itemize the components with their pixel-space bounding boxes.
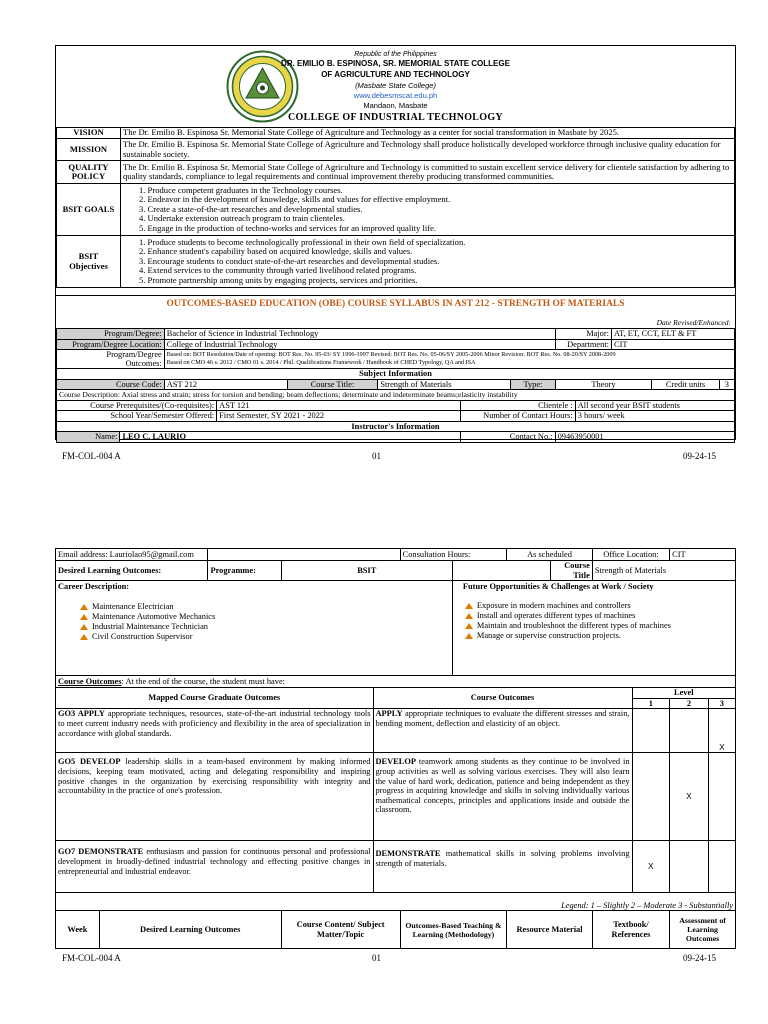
date-revised-label: Date Revised/Enhanced: <box>656 318 731 327</box>
page1-date: 09-24-15 <box>683 451 716 461</box>
career-item: Industrial Maintenance Technician <box>76 622 450 632</box>
program-location-value: College of Industrial Technology <box>164 339 555 350</box>
course-type-label: Type: <box>511 379 555 390</box>
subject-info-header <box>57 369 735 380</box>
program-subject-table <box>56 328 735 443</box>
major-value: AT, ET, CCT, ELT & FT <box>611 329 734 340</box>
course-outcome-keyword: DEMONSTRATE <box>375 849 441 859</box>
clientele-label: Clientele : <box>460 400 575 411</box>
future-opportunities <box>452 581 735 676</box>
goal-item: 3. Create a state-of-the-art researches and developmental studies. <box>138 203 363 214</box>
course-title-value-2: Strength of Materials <box>592 561 735 581</box>
contact-hours-value: 3 hours/ week <box>575 411 734 422</box>
mission-row <box>57 139 735 161</box>
syllabus-page-1 <box>55 45 736 440</box>
email-value[interactable]: Lauriolao95@gmail.com <box>109 549 194 559</box>
email-row <box>56 549 736 561</box>
level-header: Level <box>632 688 735 699</box>
syllabus-title: OUTCOMES-BASED EDUCATION (OBE) COURSE SYLLABUS IN AST 212 - STRENGTH OF MATERIALS <box>166 299 625 309</box>
course-description <box>57 390 735 401</box>
objectives-row <box>57 236 735 288</box>
email-label: Email address: <box>58 549 108 559</box>
program-degree-label: Program/Degree: <box>57 329 165 340</box>
goal-item: 5. Engage in the production of techno-works and services for an improved quality life. <box>138 222 437 233</box>
instructor-name-value: LEO C. LAURIO <box>120 432 460 443</box>
course-outcome <box>373 753 632 841</box>
course-outcome-text: teamwork among students as they continue to be involved in group activities as well as solving various exercises. They will also learn the value of hard work, dedication, patience and being independent as they progress in acquiring knowledge and skills in solving individually various mathematical concepts, principles and applications inside and outside the classroom. <box>375 757 630 815</box>
level-1-mark <box>632 753 670 841</box>
school-year-value: First Semester, SY 2021 - 2022 <box>217 411 461 422</box>
prerequisite-value: AST 121 <box>217 400 461 411</box>
department-value: CIT <box>611 339 734 350</box>
goal-item: 2. Endeavor in the development of knowledge, skills and values for effective employment. <box>138 194 451 205</box>
learning-plan-header-row <box>56 911 736 949</box>
mission-text: The Dr. Emilio B. Espinosa Sr. Memorial State College of Agriculture and Technology shall produce holistically developed workforce through inclusive quality education for sustainable society. <box>120 139 734 161</box>
career-item: Civil Construction Supervisor <box>76 632 450 642</box>
program-location-label: Program/Degree Location: <box>57 339 165 350</box>
course-outcome <box>373 841 632 893</box>
college-alias: (Masbate State College) <box>355 81 436 90</box>
course-type-value: Theory <box>555 379 652 390</box>
future-item: Install and operates different types of machines <box>461 611 733 621</box>
objectives-label-line2: Objectives <box>69 260 108 271</box>
goals-list <box>120 184 734 236</box>
syllabus-title-block <box>56 295 735 329</box>
resource-header: Resource Material <box>507 911 593 949</box>
clientele-value: All second year BSIT students <box>575 400 734 411</box>
objective-item: 5. Promote partnership among units by engaging projects, services and priorities. <box>138 274 418 285</box>
college-header <box>56 46 735 128</box>
email-spacer <box>208 549 400 561</box>
graduate-outcome <box>56 709 374 753</box>
future-item: Maintain and troubleshoot the different types of machines <box>461 621 733 631</box>
program-outcomes-label-line1: Program/Degree <box>106 350 162 359</box>
contact-hours-label: Number of Contact Hours: <box>460 411 575 422</box>
career-item: Maintenance Automotive Mechanics <box>76 612 450 622</box>
subject-info-label: Subject Information <box>57 369 735 380</box>
programme-value: BSIT <box>281 561 452 581</box>
quality-label <box>57 161 121 184</box>
objective-item: 4. Extend services to the community through varied livelihood related programs. <box>138 265 417 276</box>
school-year-row <box>57 411 735 422</box>
objectives-list <box>120 236 734 288</box>
contact-number-label: Contact No.: <box>460 432 555 443</box>
mission-label: MISSION <box>57 139 121 161</box>
outcomes-header-row <box>56 688 736 699</box>
page2-form-number: FM-COL-004 A <box>62 953 121 963</box>
major-label: Major: <box>555 329 611 340</box>
objective-item: 1. Produce students to become technologically professional in their own field of specialization. <box>138 236 466 247</box>
future-list <box>461 601 733 641</box>
quality-label-line2: POLICY <box>71 171 106 181</box>
graduate-outcome <box>56 841 374 893</box>
level-2-header: 2 <box>670 698 709 709</box>
course-outcomes-intro <box>56 676 736 688</box>
graduate-outcome-text: leadership skills in a team-based environment by making informed decisions, keeping team motivated, acting and delegating responsibility and inspiring positive changes in the organization by exercising responsibility with integrity and accountability in the practice of one's profession. <box>58 757 371 796</box>
course-title-label-2: Course Title <box>551 561 593 581</box>
vmgo-table <box>56 127 735 288</box>
objectives-label <box>57 236 121 288</box>
level-2-mark: X <box>670 753 709 841</box>
syllabus-page-2 <box>55 548 736 949</box>
graduate-outcome <box>56 753 374 841</box>
consultation-label: Consultation Hours: <box>400 549 507 561</box>
prerequisite-row <box>57 400 735 411</box>
course-title-label: Course Title: <box>287 379 378 390</box>
republic-text: Republic of the Philippines <box>354 51 437 58</box>
graduate-outcome-keyword: GO5 DEVELOP <box>58 757 121 767</box>
program-outcomes-label-line2: Outcomes: <box>125 359 162 368</box>
objective-item: 3. Encourage students to conduct state-of-the-art researches and developmental studies. <box>138 255 440 266</box>
prerequisite-label: Course Prerequisites/(Co-requisites): <box>57 400 217 411</box>
mapped-outcomes-header: Mapped Course Graduate Outcomes <box>56 688 374 709</box>
page1-form-number: FM-COL-004 A <box>62 451 121 461</box>
program-outcomes-label <box>57 350 165 369</box>
goal-item: 4. Undertake extension outreach program to train clienteles. <box>138 213 345 224</box>
goal-item: 1. Produce competent graduates in the Technology courses. <box>138 184 343 195</box>
contact-number-value: 09463950001 <box>555 432 734 443</box>
course-description-row <box>57 390 735 401</box>
level-2-mark <box>670 841 709 893</box>
credit-units-label: Credit units <box>652 379 719 390</box>
course-code-row <box>57 379 735 390</box>
level-3-mark <box>708 841 735 893</box>
vision-row <box>57 128 735 139</box>
instructor-info-header <box>57 421 735 432</box>
college-name-line2: OF AGRICULTURE AND TECHNOLOGY <box>321 70 470 79</box>
outcome-row <box>56 753 736 841</box>
course-outcome-keyword: DEVELOP <box>375 757 416 767</box>
course-description-label: Course Description: <box>59 390 120 399</box>
department-label: Department: <box>555 339 611 350</box>
page1-revision: 01 <box>372 451 381 461</box>
course-description-value: Axial stress and strain; stress for torsion and bending; beam deflections; determinate and indeterminate beams;elasticity instability <box>121 390 518 399</box>
level-1-mark <box>632 709 670 753</box>
dlo-header: Desired Learning Outcomes <box>99 911 281 949</box>
instructor-name-row <box>57 432 735 443</box>
goals-row <box>57 184 735 236</box>
dlo-label: Desired Learning Outcomes: <box>56 561 208 581</box>
course-outcomes-intro-row <box>56 676 736 688</box>
level-3-header: 3 <box>708 698 735 709</box>
course-outcomes-header: Course Outcomes <box>373 688 632 709</box>
career-row <box>56 581 736 676</box>
credit-units-value: 3 <box>719 379 734 390</box>
instructor-info-label: Instructor's Information <box>57 421 735 432</box>
textbook-header: Textbook/ References <box>592 911 669 949</box>
course-outcome-text: mathematical skills in solving problems involving strength of materials. <box>375 849 630 868</box>
course-title-value: Strength of Materials <box>378 379 511 390</box>
week-header: Week <box>56 911 100 949</box>
future-item: Manage or supervise construction projects. <box>461 631 733 641</box>
college-website-link[interactable]: www.debesmscat.edu.ph <box>353 91 438 100</box>
page2-revision: 01 <box>372 953 381 963</box>
assessment-header: Assessment of Learning Outcomes <box>670 911 736 949</box>
school-year-label: School Year/Semester Offered: <box>57 411 217 422</box>
program-degree-value: Bachelor of Science in Industrial Technology <box>164 329 555 340</box>
page2-date: 09-24-15 <box>683 953 716 963</box>
goals-label: BSIT GOALS <box>57 184 121 236</box>
objectives-label-line1: BSIT <box>78 251 99 261</box>
office-location-value: CIT <box>670 549 736 561</box>
college-name: DR. EMILIO B. ESPINOSA, SR. MEMORIAL STATE COLLEGE <box>281 59 510 68</box>
level-legend: Legend: 1 – Slightly 2 – Moderate 3 - Substantially <box>56 893 736 911</box>
quality-row <box>57 161 735 184</box>
program-degree-row <box>57 329 735 340</box>
content-header: Course Content/ Subject Matter/Topic <box>281 911 400 949</box>
dlo-spacer <box>452 561 550 581</box>
career-item: Maintenance Electrician <box>76 602 450 612</box>
basis-line-1: Based on: BOT Resolution/Date of opening: BOT Res. No. 95-03/ SY 1996-1997 Revised: BOT Res. No. 05-06/SY 2005-2006 Minor Revision: BOT Res. No. 08-20/SY 2008-2009 <box>166 351 616 358</box>
office-location-label: Office Location: <box>592 549 669 561</box>
future-item: Exposure in modern machines and controllers <box>461 601 733 611</box>
level-3-mark <box>708 753 735 841</box>
career-description <box>56 581 453 676</box>
future-label: Future Opportunities & Challenges at Work / Society <box>462 582 654 592</box>
program-outcomes-row <box>57 350 735 369</box>
graduate-outcome-text: enthusiasm and passion for continuous personal and professional development in broadly-defined industrial technology and effecting positive changes in entrepreneurial and industrial endeavor. <box>58 847 371 876</box>
quality-text: The Dr. Emilio B. Espinosa Sr. Memorial State College of Agriculture and Technology is committed to sustain excellent service delivery for clientele satisfaction by adhering to quality standards, compliance to legal requirements and continual improvement thereby producing transformed communities. <box>120 161 734 184</box>
course-code-value: AST 212 <box>164 379 287 390</box>
dlo-row <box>56 561 736 581</box>
email-field <box>56 549 208 561</box>
outcome-row <box>56 841 736 893</box>
consultation-value: As scheduled <box>507 549 593 561</box>
department-title: COLLEGE OF INDUSTRIAL TECHNOLOGY <box>288 112 503 123</box>
program-location-row <box>57 339 735 350</box>
college-address: Mandaon, Masbate <box>363 101 428 110</box>
vision-label: VISION <box>57 128 121 139</box>
outcome-row <box>56 709 736 753</box>
course-outcome-keyword: APPLY <box>375 709 403 719</box>
level-3-mark: X <box>708 709 735 753</box>
obtl-header: Outcomes-Based Teaching & Learning (Methodology) <box>400 911 507 949</box>
vision-text: The Dr. Emilio B. Espinosa Sr. Memorial State College of Agriculture and Technology as a center for social transformation in Masbate by 2025. <box>120 128 734 139</box>
legend-row <box>56 893 736 911</box>
instructor-name-label: Name: <box>57 432 120 443</box>
career-list <box>76 602 450 642</box>
programme-label: Programme: <box>208 561 281 581</box>
quality-label-line1: QUALITY <box>68 161 109 172</box>
level-1-header: 1 <box>632 698 670 709</box>
course-code-label: Course Code: <box>57 379 165 390</box>
basis-line-2: Based on CMO 46 s. 2012 / CMO 01 s. 2014 / Phil. Qualifications Framework / Handbook of CHED Typology, QA and ISA <box>166 359 476 366</box>
course-outcomes-text: : At the end of the course, the student must have: <box>121 676 286 686</box>
graduate-outcome-text: appropriate techniques, resources, state-of-the-art industrial technology tools to meet current industry needs with proficiency and flexibility in the area of specialization in accordance with global standards. <box>58 709 371 738</box>
course-outcome-text: appropriate techniques to evaluate the different stresses and strain, bending moment, deflection and elasticity of an object. <box>375 709 630 728</box>
course-outcome <box>373 709 632 753</box>
level-1-mark: X <box>632 841 670 893</box>
graduate-outcome-keyword: GO7 DEMONSTRATE <box>58 847 144 857</box>
level-2-mark <box>670 709 709 753</box>
graduate-outcome-keyword: GO3 APPLY <box>58 709 105 719</box>
course-outcomes-label: Course Outcomes <box>58 676 122 686</box>
objective-item: 2. Enhance student's capability based on acquired knowledge, skills and values. <box>138 246 413 257</box>
program-outcomes-basis <box>164 350 734 369</box>
career-label: Career Description: <box>58 582 130 592</box>
